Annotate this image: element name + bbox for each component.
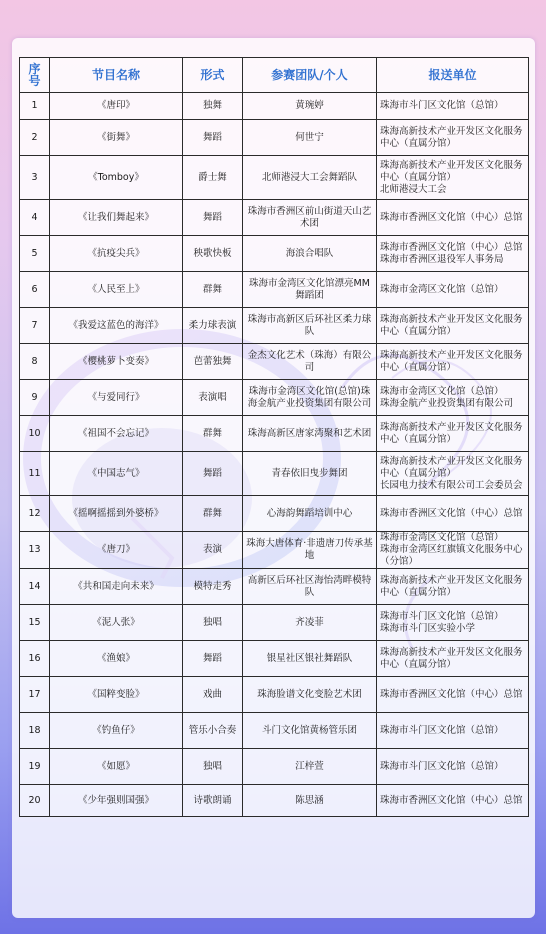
cell-form: 舞蹈 bbox=[183, 641, 243, 677]
cell-unit bbox=[377, 308, 529, 344]
cell-unit bbox=[377, 532, 529, 569]
cell-team: 银星社区银社舞蹈队 bbox=[243, 641, 377, 677]
cell-unit bbox=[377, 200, 529, 236]
cell-form: 独舞 bbox=[183, 93, 243, 120]
unit-line: 珠海市斗门区文化馆（总馆） bbox=[380, 724, 504, 736]
cell-form: 诗歌朗诵 bbox=[183, 785, 243, 817]
cell-unit bbox=[377, 785, 529, 817]
cell-index: 6 bbox=[20, 272, 50, 308]
cell-form: 独唱 bbox=[183, 605, 243, 641]
table-row bbox=[20, 344, 529, 380]
header-unit: 报送单位 bbox=[377, 58, 529, 93]
cell-index: 9 bbox=[20, 380, 50, 416]
cell-program-name: 《我爱这蓝色的海洋》 bbox=[50, 308, 183, 344]
cell-unit bbox=[377, 416, 529, 452]
cell-team: 北师港浸大工会舞蹈队 bbox=[243, 156, 377, 200]
cell-team: 青春依旧曳步舞团 bbox=[243, 452, 377, 496]
table-row bbox=[20, 677, 529, 713]
unit-line: 珠海市香洲区文化馆（中心）总馆 bbox=[380, 241, 523, 253]
cell-team: 珠海高新区唐家湾聚和艺术团 bbox=[243, 416, 377, 452]
table-row bbox=[20, 713, 529, 749]
cell-form: 柔力球表演 bbox=[183, 308, 243, 344]
cell-team: 斗门文化馆黄杨管乐团 bbox=[243, 713, 377, 749]
program-list-card bbox=[12, 38, 535, 918]
cell-index: 14 bbox=[20, 569, 50, 605]
unit-line: 珠海高新技术产业开发区文化服务中心（直属分馆） bbox=[380, 349, 523, 373]
cell-form: 模特走秀 bbox=[183, 569, 243, 605]
cell-unit bbox=[377, 344, 529, 380]
cell-unit bbox=[377, 236, 529, 272]
cell-program-name: 《唐印》 bbox=[50, 93, 183, 120]
cell-form: 舞蹈 bbox=[183, 452, 243, 496]
cell-program-name: 《少年强则国强》 bbox=[50, 785, 183, 817]
cell-index: 10 bbox=[20, 416, 50, 452]
cell-program-name: 《国粹变脸》 bbox=[50, 677, 183, 713]
unit-line: 珠海高新技术产业开发区文化服务中心（直属分馆） bbox=[380, 159, 523, 183]
cell-form: 独唱 bbox=[183, 749, 243, 785]
cell-program-name: 《街舞》 bbox=[50, 120, 183, 156]
cell-index: 16 bbox=[20, 641, 50, 677]
cell-team: 高新区后环社区海怡湾畔模特队 bbox=[243, 569, 377, 605]
cell-team: 海浪合唱队 bbox=[243, 236, 377, 272]
cell-team: 江梓萱 bbox=[243, 749, 377, 785]
unit-line: 珠海高新技术产业开发区文化服务中心（直属分馆） bbox=[380, 125, 523, 149]
cell-team: 珠海市香洲区前山街道天山艺术团 bbox=[243, 200, 377, 236]
header-index: 序号 bbox=[20, 58, 50, 93]
unit-line: 珠海高新技术产业开发区文化服务中心（直属分馆） bbox=[380, 646, 523, 670]
unit-line: 长园电力技术有限公司工会委员会 bbox=[380, 479, 523, 491]
cell-index: 5 bbox=[20, 236, 50, 272]
cell-index: 15 bbox=[20, 605, 50, 641]
cell-form: 舞蹈 bbox=[183, 120, 243, 156]
cell-program-name: 《Tomboy》 bbox=[50, 156, 183, 200]
cell-team: 珠海市金湾区文化馆(总馆)珠海金航产业投资集团有限公司 bbox=[243, 380, 377, 416]
cell-form: 表演唱 bbox=[183, 380, 243, 416]
cell-unit bbox=[377, 749, 529, 785]
cell-team: 珠海市金湾区文化馆漂亮MM舞蹈团 bbox=[243, 272, 377, 308]
cell-team: 齐凌菲 bbox=[243, 605, 377, 641]
header-team: 参赛团队/个人 bbox=[243, 58, 377, 93]
cell-unit bbox=[377, 605, 529, 641]
cell-team: 珠海脸谱文化变脸艺术团 bbox=[243, 677, 377, 713]
cell-form: 群舞 bbox=[183, 272, 243, 308]
cell-program-name: 《如愿》 bbox=[50, 749, 183, 785]
cell-team: 何世宁 bbox=[243, 120, 377, 156]
cell-team: 心海韵舞蹈培训中心 bbox=[243, 496, 377, 532]
table-row bbox=[20, 272, 529, 308]
cell-index: 19 bbox=[20, 749, 50, 785]
header-program-name: 节目名称 bbox=[50, 58, 183, 93]
unit-line: 珠海市香洲区文化馆（中心）总馆 bbox=[380, 794, 523, 806]
cell-form: 爵士舞 bbox=[183, 156, 243, 200]
table-row bbox=[20, 93, 529, 120]
cell-unit bbox=[377, 452, 529, 496]
table-row bbox=[20, 156, 529, 200]
table-row bbox=[20, 641, 529, 677]
table-row bbox=[20, 416, 529, 452]
table-row bbox=[20, 496, 529, 532]
cell-program-name: 《人民至上》 bbox=[50, 272, 183, 308]
cell-index: 4 bbox=[20, 200, 50, 236]
cell-program-name: 《祖国不会忘记》 bbox=[50, 416, 183, 452]
unit-line: 珠海高新技术产业开发区文化服务中心（直属分馆） bbox=[380, 574, 523, 598]
unit-line: 珠海市金湾区文化馆（总馆） bbox=[380, 283, 504, 295]
unit-line: 珠海金航产业投资集团有限公司 bbox=[380, 397, 514, 409]
unit-line: 珠海市香洲区文化馆（中心）总馆 bbox=[380, 211, 523, 223]
unit-line: 珠海市金湾区文化馆（总馆） bbox=[380, 385, 504, 397]
program-table bbox=[19, 57, 529, 817]
cell-program-name: 《摇啊摇摇到外婆桥》 bbox=[50, 496, 183, 532]
cell-form: 芭蕾独舞 bbox=[183, 344, 243, 380]
unit-line: 珠海市斗门区实验小学 bbox=[380, 622, 476, 634]
cell-program-name: 《唐刀》 bbox=[50, 532, 183, 569]
cell-program-name: 《渔娘》 bbox=[50, 641, 183, 677]
unit-line: 珠海市斗门区文化馆（总馆） bbox=[380, 760, 504, 772]
unit-line: 珠海市金湾区红旗镇文化服务中心（分馆） bbox=[380, 544, 523, 567]
cell-program-name: 《抗疫尖兵》 bbox=[50, 236, 183, 272]
cell-program-name: 《共和国走向未来》 bbox=[50, 569, 183, 605]
cell-index: 7 bbox=[20, 308, 50, 344]
cell-program-name: 《让我们舞起来》 bbox=[50, 200, 183, 236]
table-row bbox=[20, 605, 529, 641]
cell-unit bbox=[377, 677, 529, 713]
cell-unit bbox=[377, 156, 529, 200]
cell-unit bbox=[377, 380, 529, 416]
cell-program-name: 《樱桃萝卜变奏》 bbox=[50, 344, 183, 380]
cell-form: 戏曲 bbox=[183, 677, 243, 713]
cell-form: 群舞 bbox=[183, 496, 243, 532]
cell-index: 20 bbox=[20, 785, 50, 817]
unit-line: 珠海市香洲区文化馆（中心）总馆 bbox=[380, 507, 523, 519]
table-row bbox=[20, 785, 529, 817]
unit-line: 珠海市斗门区文化馆（总馆） bbox=[380, 100, 504, 111]
table-row bbox=[20, 749, 529, 785]
cell-index: 3 bbox=[20, 156, 50, 200]
unit-line: 珠海高新技术产业开发区文化服务中心（直属分馆） bbox=[380, 313, 523, 337]
cell-index: 17 bbox=[20, 677, 50, 713]
cell-team: 珠海大唐体育·非遗唐刀传承基地 bbox=[243, 532, 377, 569]
cell-unit bbox=[377, 641, 529, 677]
table-row bbox=[20, 452, 529, 496]
cell-index: 8 bbox=[20, 344, 50, 380]
cell-form: 表演 bbox=[183, 532, 243, 569]
cell-unit bbox=[377, 93, 529, 120]
unit-line: 珠海市香洲区退役军人事务局 bbox=[380, 253, 504, 265]
table-row bbox=[20, 308, 529, 344]
cell-form: 群舞 bbox=[183, 416, 243, 452]
unit-line: 珠海市斗门区文化馆（总馆） bbox=[380, 610, 504, 622]
cell-program-name: 《泥人张》 bbox=[50, 605, 183, 641]
table-body bbox=[20, 93, 529, 817]
header-form: 形式 bbox=[183, 58, 243, 93]
table-row bbox=[20, 200, 529, 236]
cell-form: 管乐小合奏 bbox=[183, 713, 243, 749]
cell-unit bbox=[377, 272, 529, 308]
cell-program-name: 《中国志气》 bbox=[50, 452, 183, 496]
cell-team: 陈思涵 bbox=[243, 785, 377, 817]
cell-unit bbox=[377, 569, 529, 605]
cell-index: 13 bbox=[20, 532, 50, 569]
table-row bbox=[20, 236, 529, 272]
cell-index: 18 bbox=[20, 713, 50, 749]
table-row bbox=[20, 380, 529, 416]
table-row bbox=[20, 532, 529, 569]
cell-form: 舞蹈 bbox=[183, 200, 243, 236]
table-row bbox=[20, 569, 529, 605]
cell-form: 秧歌快板 bbox=[183, 236, 243, 272]
table-row bbox=[20, 120, 529, 156]
cell-index: 2 bbox=[20, 120, 50, 156]
cell-unit bbox=[377, 713, 529, 749]
cell-program-name: 《钓鱼仔》 bbox=[50, 713, 183, 749]
cell-index: 1 bbox=[20, 93, 50, 120]
cell-team: 黄琬婷 bbox=[243, 93, 377, 120]
table-header-row bbox=[20, 58, 529, 93]
unit-line: 北师港浸大工会 bbox=[380, 183, 447, 195]
unit-line: 珠海市金湾区文化馆（总馆） bbox=[380, 532, 504, 543]
cell-team: 珠海市高新区后环社区柔力球队 bbox=[243, 308, 377, 344]
unit-line: 珠海高新技术产业开发区文化服务中心（直属分馆） bbox=[380, 455, 523, 479]
cell-index: 11 bbox=[20, 452, 50, 496]
cell-team: 金杰文化艺术（珠海）有限公司 bbox=[243, 344, 377, 380]
unit-line: 珠海高新技术产业开发区文化服务中心（直属分馆） bbox=[380, 421, 523, 445]
cell-unit bbox=[377, 496, 529, 532]
cell-program-name: 《与爱同行》 bbox=[50, 380, 183, 416]
cell-unit bbox=[377, 120, 529, 156]
unit-line: 珠海市香洲区文化馆（中心）总馆 bbox=[380, 688, 523, 700]
cell-index: 12 bbox=[20, 496, 50, 532]
